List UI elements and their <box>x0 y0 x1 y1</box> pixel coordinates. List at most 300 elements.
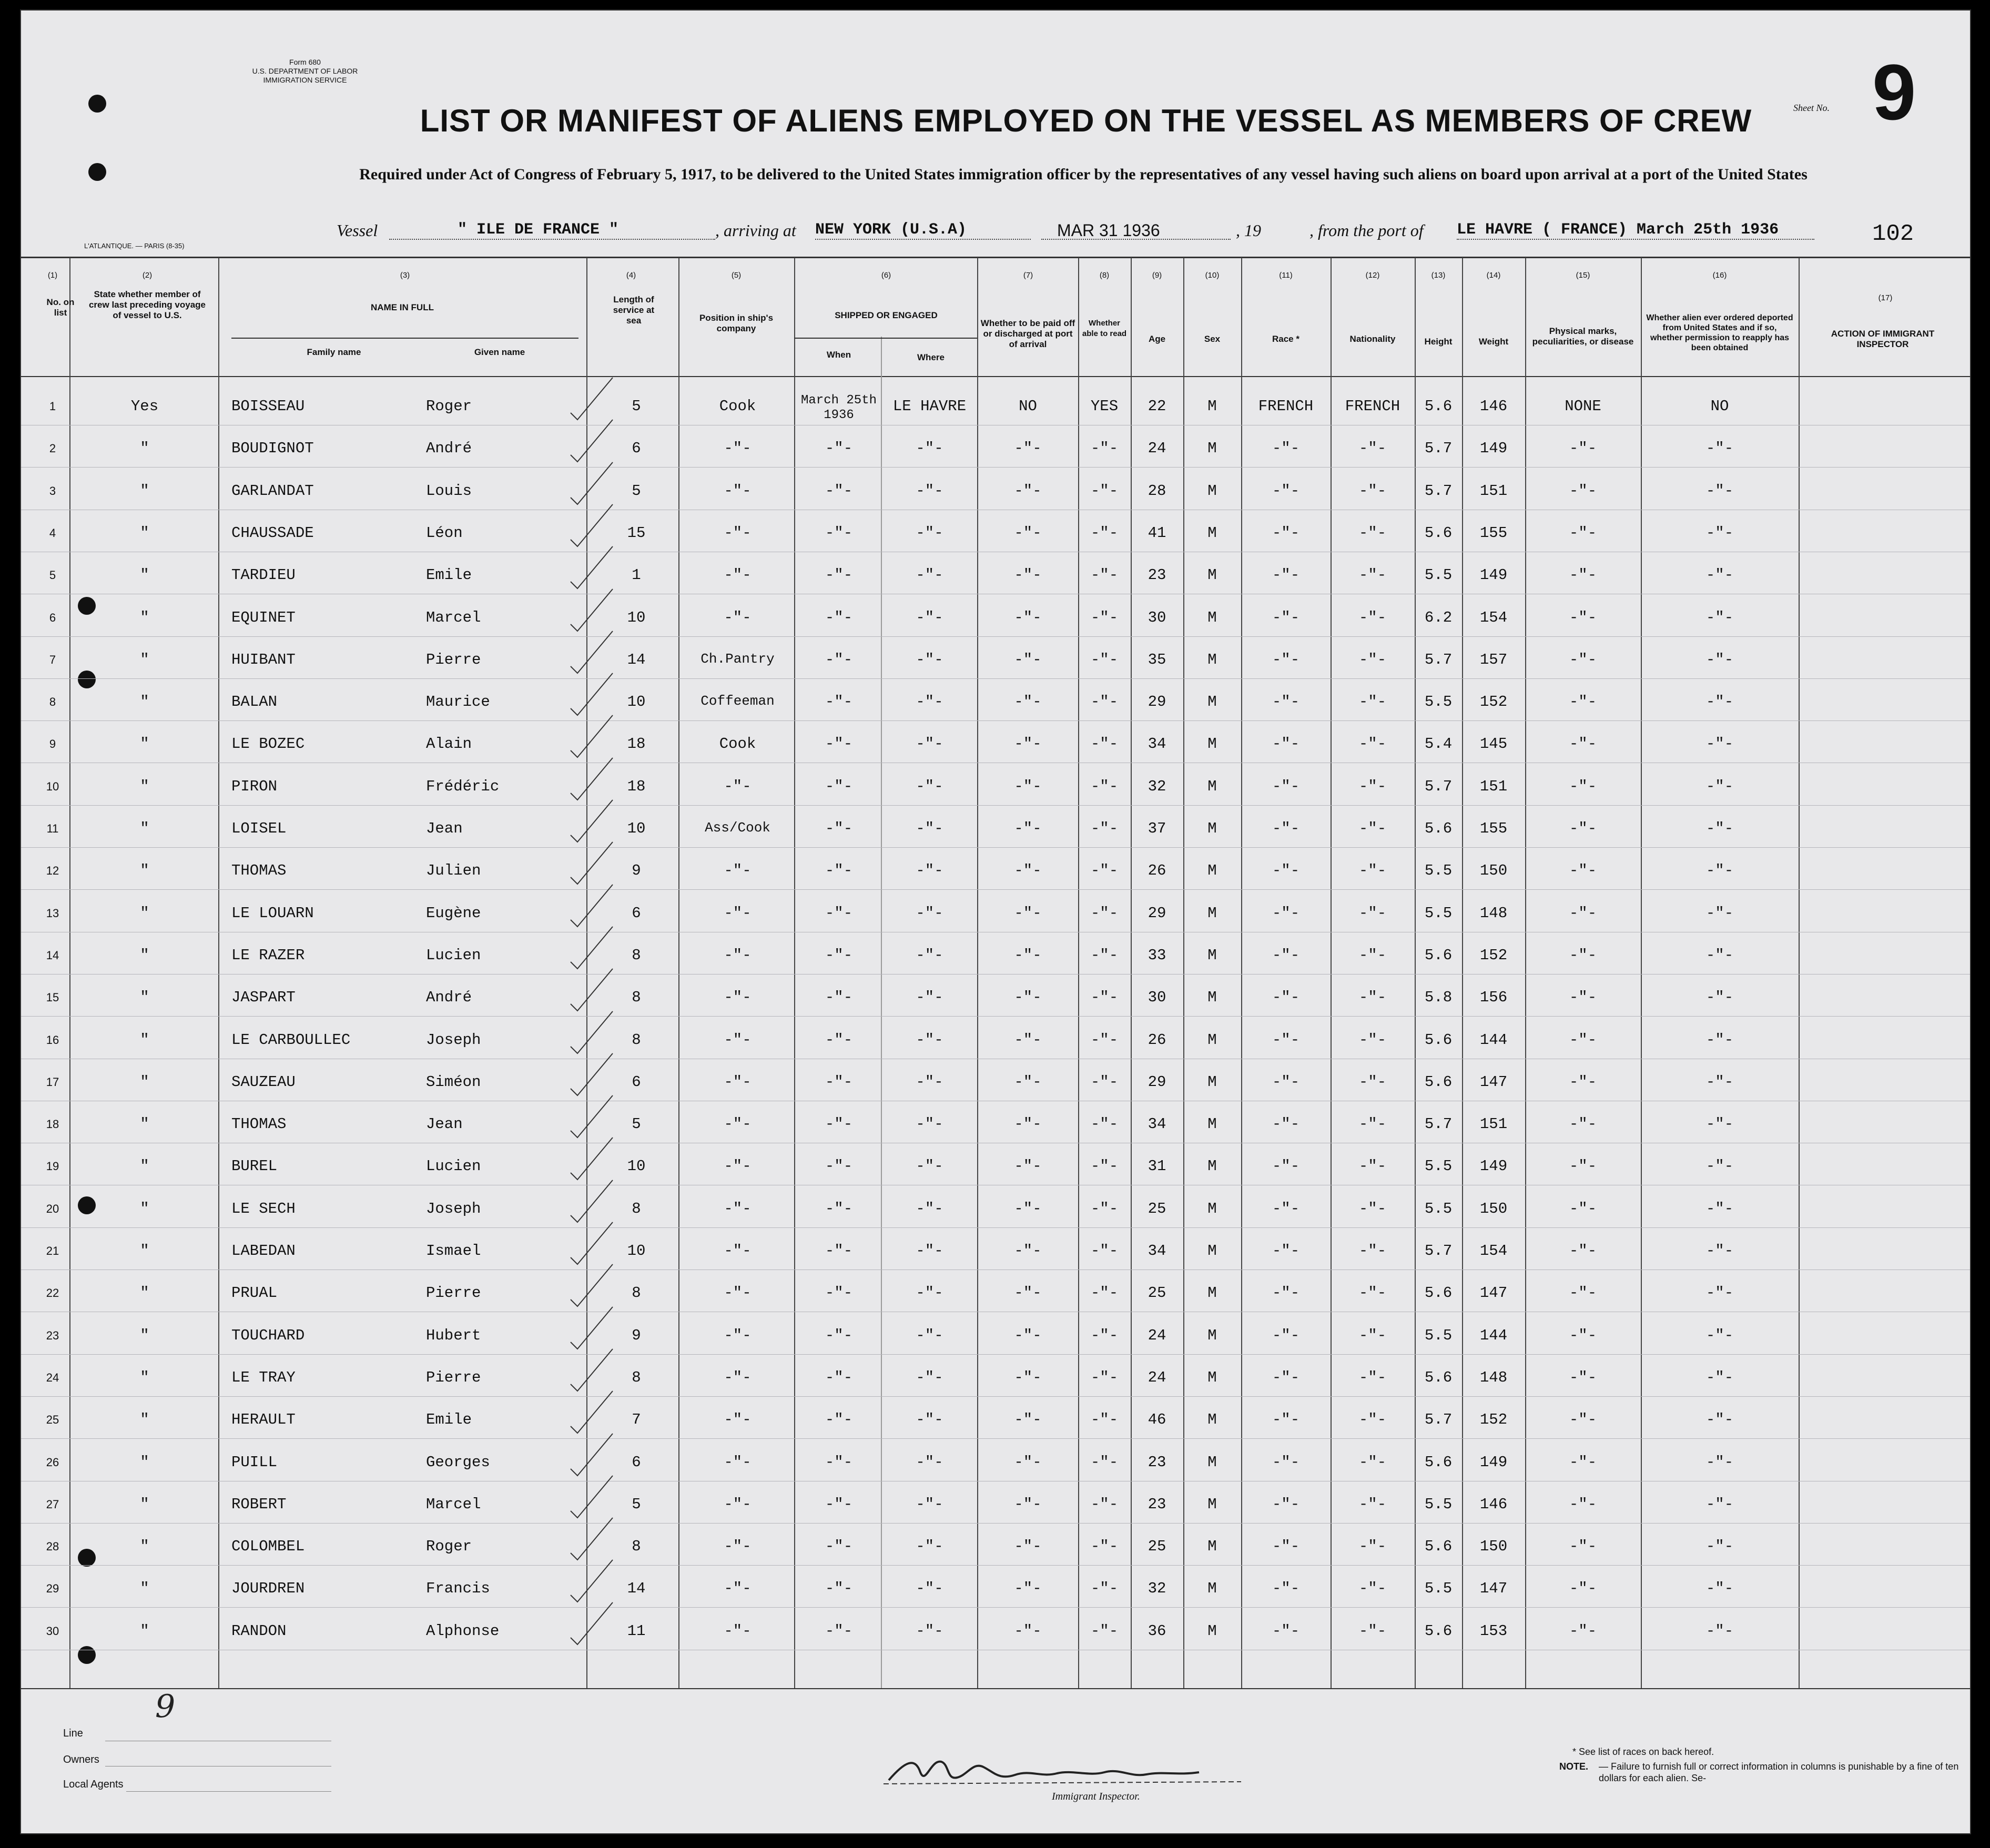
cell-deported: NO <box>1710 398 1729 415</box>
cell-nat: -"- <box>1358 566 1387 584</box>
cell-nat: -"- <box>1358 777 1387 795</box>
cell-deported: -"- <box>1705 1157 1734 1175</box>
column-number: (10) <box>1205 271 1220 280</box>
cell-nat: -"- <box>1358 1284 1387 1302</box>
cell-nat: -"- <box>1358 1453 1387 1471</box>
cell-weight: 147 <box>1479 1073 1508 1091</box>
cell-given: Louis <box>426 482 472 500</box>
cell-read: -"- <box>1090 1411 1119 1429</box>
cell-given: Jean <box>426 1115 463 1133</box>
cell-age: 31 <box>1148 1157 1166 1175</box>
cell-marks: -"- <box>1569 1368 1597 1386</box>
cell-given: Lucien <box>426 1157 481 1175</box>
cell-where: -"- <box>916 1157 943 1175</box>
cell-marks: -"- <box>1569 651 1597 668</box>
cell-service: 6 <box>632 1453 641 1471</box>
cell-prev: " <box>140 1622 149 1640</box>
punch-hole <box>78 671 96 688</box>
cell-when: -"- <box>825 440 853 458</box>
cell-race: -"- <box>1272 904 1300 922</box>
cell-where: -"- <box>916 1031 943 1049</box>
column-header-sex: Sex <box>1204 334 1221 344</box>
cell-age: 32 <box>1148 777 1166 795</box>
column-number: (8) <box>1099 271 1110 280</box>
checkmark-icon <box>568 1556 615 1603</box>
cell-prev: " <box>140 440 149 458</box>
cell-weight: 155 <box>1479 820 1508 837</box>
cell-height: 5.4 <box>1424 735 1453 753</box>
cell-nat: -"- <box>1358 1495 1387 1513</box>
cell-paid: -"- <box>1014 524 1042 542</box>
arriving-label: , arriving at <box>715 221 796 240</box>
cell-height: 6.2 <box>1424 608 1453 626</box>
cell-read: -"- <box>1090 1031 1119 1049</box>
cell-age: 34 <box>1148 735 1166 753</box>
cell-race: -"- <box>1272 1326 1300 1344</box>
cell-nat: -"- <box>1358 862 1387 880</box>
cell-read: -"- <box>1090 777 1119 795</box>
cell-race: -"- <box>1272 440 1300 458</box>
service-name: IMMIGRATION SERVICE <box>263 76 347 84</box>
column-number: (11) <box>1279 271 1293 280</box>
cell-family: JASPART <box>231 989 296 1007</box>
cell-marks: -"- <box>1569 904 1597 922</box>
cell-deported: -"- <box>1705 1031 1734 1049</box>
cell-paid: -"- <box>1014 946 1042 964</box>
cell-service: 5 <box>632 1115 641 1133</box>
cell-position: -"- <box>724 1411 752 1429</box>
checkmark-icon <box>568 754 615 801</box>
cell-given: Roger <box>426 398 472 415</box>
cell-prev: " <box>140 524 149 542</box>
cell-age: 25 <box>1148 1538 1166 1556</box>
cell-family: BUREL <box>231 1157 278 1175</box>
cell-family: LE BOZEC <box>231 735 305 753</box>
cell-nat: -"- <box>1358 440 1387 458</box>
cell-prev: " <box>140 1031 149 1049</box>
cell-marks: -"- <box>1569 1580 1597 1598</box>
cell-read: -"- <box>1090 524 1119 542</box>
cell-weight: 157 <box>1479 651 1508 668</box>
cell-family: LABEDAN <box>231 1242 296 1260</box>
form-header <box>210 58 400 85</box>
cell-height: 5.7 <box>1424 440 1453 458</box>
form-number: Form 680 <box>289 58 321 66</box>
cell-nat: -"- <box>1358 608 1387 626</box>
cell-given: André <box>426 440 472 458</box>
cell-service: 11 <box>627 1622 646 1640</box>
checkmark-icon <box>568 922 615 970</box>
cell-marks: -"- <box>1569 1115 1597 1133</box>
cell-deported: -"- <box>1705 1538 1734 1556</box>
cell-when: -"- <box>825 482 853 500</box>
cell-prev: " <box>140 735 149 753</box>
row-rule <box>21 1016 1971 1017</box>
cell-where: -"- <box>916 1580 943 1598</box>
cell-service: 6 <box>632 440 641 458</box>
cell-read: -"- <box>1090 1453 1119 1471</box>
cell-race: -"- <box>1272 1157 1300 1175</box>
cell-read: -"- <box>1090 904 1119 922</box>
cell-when: -"- <box>825 693 853 711</box>
cell-prev: " <box>140 1538 149 1556</box>
punch-hole <box>88 95 106 113</box>
cell-weight: 151 <box>1479 777 1508 795</box>
cell-nat: -"- <box>1358 1368 1387 1386</box>
column-number: (15) <box>1576 271 1590 280</box>
cell-deported: -"- <box>1705 608 1734 626</box>
cell-height: 5.6 <box>1424 1368 1453 1386</box>
cell-nat: -"- <box>1358 1326 1387 1344</box>
cell-position: -"- <box>724 946 752 964</box>
cell-read: -"- <box>1090 1115 1119 1133</box>
cell-position: -"- <box>724 989 752 1007</box>
column-number: (13) <box>1431 271 1446 280</box>
row-rule <box>21 1523 1971 1524</box>
row-number: 2 <box>49 442 56 455</box>
cell-age: 26 <box>1148 1031 1166 1049</box>
cell-deported: -"- <box>1705 946 1734 964</box>
cell-age: 25 <box>1148 1284 1166 1302</box>
from-port-label: , from the port of <box>1309 221 1424 240</box>
row-number: 10 <box>46 779 59 793</box>
cell-deported: -"- <box>1705 693 1734 711</box>
cell-nat: -"- <box>1358 1200 1387 1217</box>
column-header-name: NAME IN FULL <box>371 302 434 312</box>
cell-age: 33 <box>1148 946 1166 964</box>
cell-given: Emile <box>426 1411 472 1429</box>
cell-paid: -"- <box>1014 482 1042 500</box>
cell-deported: -"- <box>1705 989 1734 1007</box>
cell-sex: M <box>1207 1453 1217 1471</box>
cell-family: ROBERT <box>231 1495 287 1513</box>
column-header-no: No. on list <box>46 297 75 318</box>
cell-read: -"- <box>1090 1157 1119 1175</box>
cell-weight: 150 <box>1479 1200 1508 1217</box>
cell-weight: 150 <box>1479 1538 1508 1556</box>
cell-position: -"- <box>724 904 752 922</box>
cell-weight: 152 <box>1479 1411 1508 1429</box>
cell-race: -"- <box>1272 1538 1300 1556</box>
cell-deported: -"- <box>1705 1326 1734 1344</box>
cell-service: 10 <box>627 1242 646 1260</box>
cell-paid: -"- <box>1014 1411 1042 1429</box>
line-label: Line <box>63 1728 83 1739</box>
cell-marks: -"- <box>1569 1157 1597 1175</box>
cell-paid: -"- <box>1014 1326 1042 1344</box>
cell-deported: -"- <box>1705 1284 1734 1302</box>
cell-service: 9 <box>632 862 641 880</box>
cell-weight: 156 <box>1479 989 1508 1007</box>
cell-when: -"- <box>825 1368 853 1386</box>
cell-position: -"- <box>724 1157 752 1175</box>
cell-when: -"- <box>825 1284 853 1302</box>
cell-family: CHAUSSADE <box>231 524 314 542</box>
cell-sex: M <box>1207 524 1217 542</box>
cell-paid: -"- <box>1014 735 1042 753</box>
cell-when: -"- <box>825 1495 853 1513</box>
cell-nat: -"- <box>1358 651 1387 668</box>
cell-where: -"- <box>916 777 943 795</box>
cell-given: Marcel <box>426 1495 481 1513</box>
cell-where: LE HAVRE <box>892 398 967 415</box>
cell-position: -"- <box>724 1200 752 1217</box>
cell-prev: " <box>140 1453 149 1471</box>
cell-when: -"- <box>825 1200 853 1217</box>
cell-read: -"- <box>1090 693 1119 711</box>
punch-hole <box>88 163 106 181</box>
row-rule <box>21 720 1971 721</box>
checkmark-icon <box>568 1007 615 1054</box>
cell-position: -"- <box>724 1538 752 1556</box>
cell-deported: -"- <box>1705 566 1734 584</box>
checkmark-icon <box>568 415 615 463</box>
row-number: 4 <box>49 526 56 540</box>
column-header-race: Race * <box>1272 334 1299 344</box>
cell-age: 32 <box>1148 1580 1166 1598</box>
cell-where: -"- <box>916 1326 943 1344</box>
cell-age: 24 <box>1148 1368 1166 1386</box>
cell-age: 46 <box>1148 1411 1166 1429</box>
cell-age: 29 <box>1148 693 1166 711</box>
cell-when: -"- <box>825 1326 853 1344</box>
cell-nat: -"- <box>1358 482 1387 500</box>
row-number: 18 <box>46 1118 59 1131</box>
cell-where: -"- <box>916 1073 943 1091</box>
cell-race: -"- <box>1272 1073 1300 1091</box>
cell-given: Hubert <box>426 1326 481 1344</box>
cell-paid: -"- <box>1014 1284 1042 1302</box>
cell-marks: NONE <box>1565 398 1601 415</box>
cell-sex: M <box>1207 989 1217 1007</box>
cell-race: -"- <box>1272 862 1300 880</box>
cell-deported: -"- <box>1705 904 1734 922</box>
row-number: 7 <box>49 653 56 666</box>
cell-marks: -"- <box>1569 1242 1597 1260</box>
cell-marks: -"- <box>1569 1538 1597 1556</box>
cell-race: -"- <box>1272 735 1300 753</box>
checkmark-icon <box>568 1049 615 1096</box>
cell-sex: M <box>1207 946 1217 964</box>
local-agents-label: Local Agents <box>63 1779 124 1790</box>
row-number: 27 <box>46 1497 59 1511</box>
cell-read: YES <box>1090 398 1119 415</box>
cell-read: -"- <box>1090 820 1119 837</box>
cell-when: -"- <box>825 608 853 626</box>
cell-family: BOISSEAU <box>231 398 305 415</box>
cell-family: PRUAL <box>231 1284 278 1302</box>
cell-position: -"- <box>724 1495 752 1513</box>
year-label: , 19 <box>1236 221 1261 240</box>
cell-position: -"- <box>724 1115 752 1133</box>
cell-when: March 25th 1936 <box>800 393 877 422</box>
cell-race: -"- <box>1272 820 1300 837</box>
cell-age: 25 <box>1148 1200 1166 1217</box>
row-rule <box>21 678 1971 679</box>
column-number: (2) <box>142 271 153 280</box>
checkmark-icon <box>568 711 615 758</box>
cell-prev: " <box>140 1284 149 1302</box>
cell-nat: -"- <box>1358 989 1387 1007</box>
row-number: 9 <box>49 737 56 751</box>
cell-read: -"- <box>1090 440 1119 458</box>
cell-where: -"- <box>916 651 943 668</box>
cell-position: -"- <box>724 1453 752 1471</box>
cell-race: FRENCH <box>1258 398 1314 415</box>
cell-when: -"- <box>825 566 853 584</box>
cell-paid: -"- <box>1014 1115 1042 1133</box>
cell-weight: 154 <box>1479 608 1508 626</box>
cell-family: COLOMBEL <box>231 1538 305 1556</box>
column-header-read: Whether able to read <box>1082 319 1127 338</box>
cell-marks: -"- <box>1569 820 1597 837</box>
cell-age: 34 <box>1148 1242 1166 1260</box>
cell-height: 5.5 <box>1424 1157 1453 1175</box>
arriving-port: NEW YORK (U.S.A) <box>815 221 967 239</box>
cell-sex: M <box>1207 1411 1217 1429</box>
cell-paid: -"- <box>1014 651 1042 668</box>
cell-height: 5.6 <box>1424 820 1453 837</box>
cell-weight: 145 <box>1479 735 1508 753</box>
cell-prev: " <box>140 693 149 711</box>
vessel-label: Vessel <box>337 221 378 240</box>
cell-marks: -"- <box>1569 1453 1597 1471</box>
row-number: 20 <box>46 1202 59 1215</box>
cell-weight: 149 <box>1479 1453 1508 1471</box>
checkmark-icon <box>568 1133 615 1181</box>
column-number: (3) <box>400 271 410 280</box>
cell-weight: 154 <box>1479 1242 1508 1260</box>
row-rule <box>21 467 1971 468</box>
cell-paid: -"- <box>1014 1622 1042 1640</box>
cell-age: 36 <box>1148 1622 1166 1640</box>
cell-marks: -"- <box>1569 566 1597 584</box>
cell-height: 5.6 <box>1424 946 1453 964</box>
cell-when: -"- <box>825 820 853 837</box>
column-header-family-name: Family name <box>307 347 361 357</box>
sheet-number-label: Sheet No. <box>1793 103 1830 113</box>
cell-prev: " <box>140 651 149 668</box>
cell-marks: -"- <box>1569 482 1597 500</box>
column-header-given-name: Given name <box>474 347 525 357</box>
checkmark-icon <box>568 542 615 590</box>
cell-weight: 144 <box>1479 1326 1508 1344</box>
checkmark-icon <box>568 1387 615 1434</box>
cell-marks: -"- <box>1569 1326 1597 1344</box>
cell-position: -"- <box>724 1031 752 1049</box>
cell-read: -"- <box>1090 862 1119 880</box>
cell-service: 6 <box>632 904 641 922</box>
row-number: 21 <box>46 1244 59 1257</box>
column-header-physical-marks: Physical marks, peculiarities, or disease <box>1532 326 1634 347</box>
cell-where: -"- <box>916 946 943 964</box>
cell-given: Maurice <box>426 693 490 711</box>
cell-prev: " <box>140 1411 149 1429</box>
cell-weight: 148 <box>1479 1368 1508 1386</box>
cell-height: 5.7 <box>1424 1115 1453 1133</box>
cell-age: 41 <box>1148 524 1166 542</box>
cell-nat: -"- <box>1358 524 1387 542</box>
cell-position: -"- <box>724 1326 752 1344</box>
column-header-inspector-action: ACTION OF IMMIGRANT INSPECTOR <box>1831 329 1935 349</box>
cell-service: 15 <box>627 524 646 542</box>
cell-deported: -"- <box>1705 1242 1734 1260</box>
cell-given: Eugène <box>426 904 481 922</box>
row-number: 29 <box>46 1582 59 1596</box>
cell-height: 5.7 <box>1424 651 1453 668</box>
cell-given: André <box>426 989 472 1007</box>
cell-family: GARLANDAT <box>231 482 314 500</box>
cell-where: -"- <box>916 693 943 711</box>
column-number: (7) <box>1023 271 1033 280</box>
cell-nat: -"- <box>1358 1073 1387 1091</box>
cell-prev: " <box>140 862 149 880</box>
checkmark-icon <box>568 1091 615 1139</box>
cell-height: 5.6 <box>1424 1073 1453 1091</box>
row-number: 19 <box>46 1160 59 1173</box>
cell-family: RANDON <box>231 1622 287 1640</box>
cell-service: 8 <box>632 1284 641 1302</box>
cell-marks: -"- <box>1569 1073 1597 1091</box>
cell-when: -"- <box>825 862 853 880</box>
cell-given: Georges <box>426 1453 490 1471</box>
cell-paid: -"- <box>1014 566 1042 584</box>
cell-family: HUIBANT <box>231 651 296 668</box>
cell-nat: -"- <box>1358 1031 1387 1049</box>
cell-family: PUILL <box>231 1453 278 1471</box>
cell-deported: -"- <box>1705 1368 1734 1386</box>
cell-service: 5 <box>632 398 641 415</box>
cell-sex: M <box>1207 440 1217 458</box>
cell-deported: -"- <box>1705 651 1734 668</box>
cell-sex: M <box>1207 1538 1217 1556</box>
cell-family: TOUCHARD <box>231 1326 305 1344</box>
from-port: LE HAVRE ( FRANCE) March 25th 1936 <box>1457 221 1779 239</box>
cell-service: 8 <box>632 1538 641 1556</box>
cell-sex: M <box>1207 1580 1217 1598</box>
cell-prev: " <box>140 1073 149 1091</box>
note-text: — Failure to furnish full or correct information in columns is punishable by a fine of ten dollars for each alien. Se- <box>1599 1761 1959 1783</box>
cell-when: -"- <box>825 651 853 668</box>
cell-when: -"- <box>825 1157 853 1175</box>
cell-given: Pierre <box>426 1368 481 1386</box>
page-title: LIST OR MANIFEST OF ALIENS EMPLOYED ON THE VESSEL AS MEMBERS OF CREW <box>420 103 1752 138</box>
cell-service: 18 <box>627 735 646 753</box>
cell-paid: -"- <box>1014 820 1042 837</box>
cell-nat: -"- <box>1358 1622 1387 1640</box>
cell-when: -"- <box>825 1580 853 1598</box>
row-number: 6 <box>49 611 56 624</box>
cell-sex: M <box>1207 1326 1217 1344</box>
row-rule <box>21 1438 1971 1439</box>
cell-position: -"- <box>724 862 752 880</box>
row-number: 17 <box>46 1075 59 1089</box>
row-rule <box>21 1354 1971 1355</box>
cell-position: Coffeeman <box>700 693 775 709</box>
cell-age: 23 <box>1148 1453 1166 1471</box>
cell-nat: -"- <box>1358 820 1387 837</box>
cell-given: Francis <box>426 1580 490 1598</box>
cell-sex: M <box>1207 820 1217 837</box>
cell-family: BALAN <box>231 693 278 711</box>
cell-given: Joseph <box>426 1031 481 1049</box>
page-subtitle: Required under Act of Congress of February 5, 1917, to be delivered to the United States immigration officer by the representatives of any vessel having such aliens on board upon arrival at a port of the United States <box>359 166 1808 183</box>
checkmark-icon <box>568 838 615 885</box>
cell-age: 34 <box>1148 1115 1166 1133</box>
cell-weight: 149 <box>1479 1157 1508 1175</box>
row-number: 12 <box>46 864 59 878</box>
cell-position: -"- <box>724 1622 752 1640</box>
